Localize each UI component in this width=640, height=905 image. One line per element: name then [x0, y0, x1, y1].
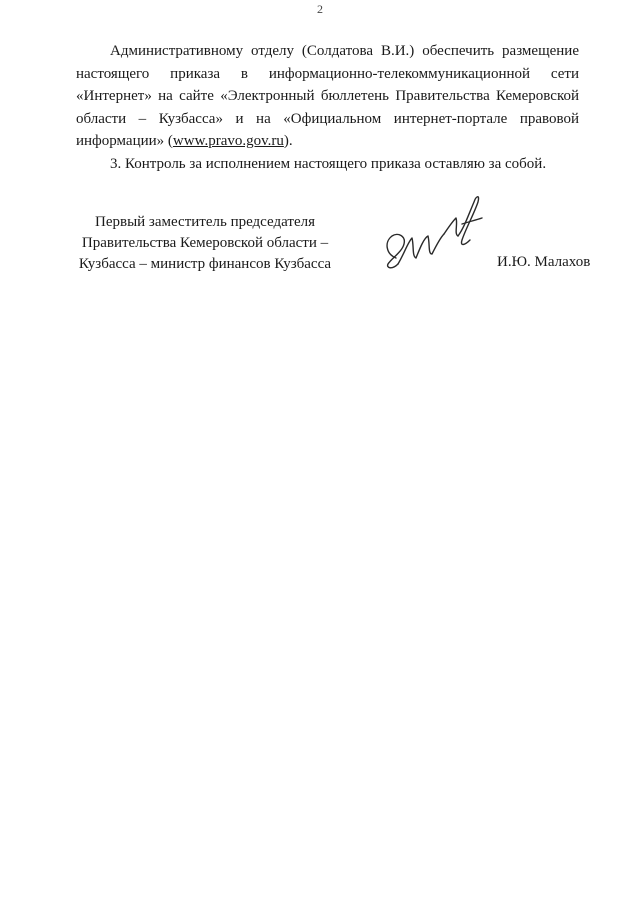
- paragraph-publication: [76, 40, 579, 153]
- page-number: 2: [317, 2, 323, 16]
- signer-name: И.Ю. Малахов: [497, 254, 591, 270]
- signer-position: [60, 212, 350, 275]
- position-line-2: Правительства Кемеровской области –: [81, 235, 329, 251]
- handwritten-signature: [378, 188, 490, 276]
- paragraph-control: 3. Контроль за исполнением настоящего приказа оставляю за собой.: [110, 155, 547, 172]
- paragraph-publication-text: Административному отделу (Солдатова В.И.) обеспечить размещение настоящего приказа в информационно-телекоммуникационной сети «Интернет» на сайте «Электронный бюллетень Правительства Кемеровской области – Кузбасса» и на «Официальном интернет-портале правовой информации» (: [76, 43, 579, 149]
- pravo-gov-link[interactable]: www.pravo.gov.ru: [172, 133, 284, 149]
- position-line-3: Кузбасса – министр финансов Кузбасса: [78, 256, 332, 272]
- paragraph-publication-tail: ).: [283, 133, 293, 149]
- position-line-1: Первый заместитель председателя: [95, 214, 315, 230]
- document-body: [76, 40, 579, 175]
